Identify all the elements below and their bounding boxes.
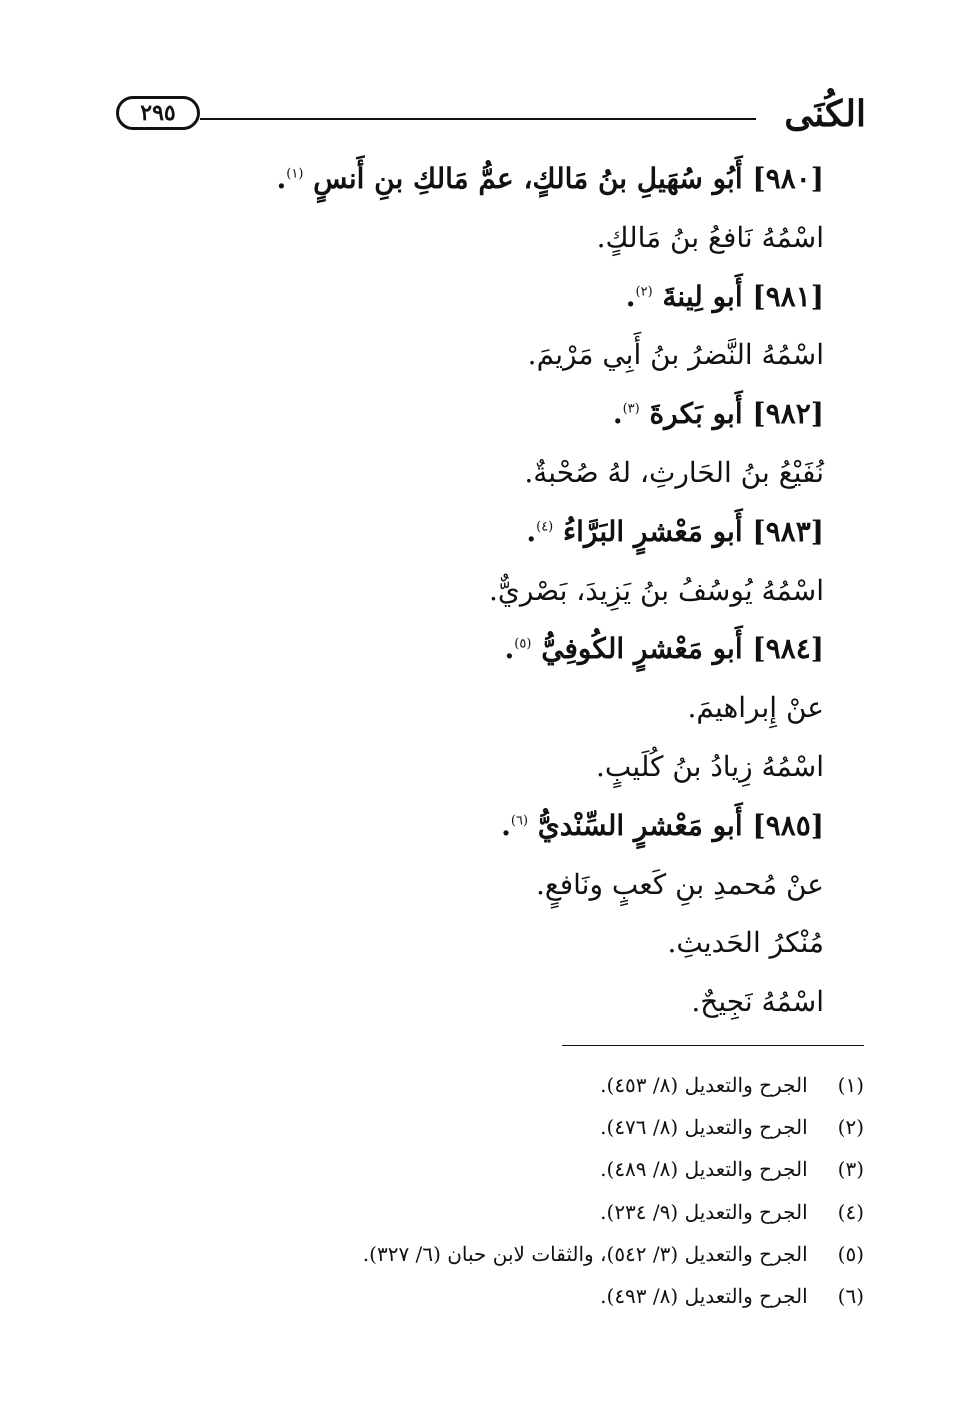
footnote-text: الجرح والتعديل (٨/ ٤٩٣).	[600, 1283, 808, 1308]
entry-line: اسْمُهُ النَّضرُ بنُ أَبِي مَرْيمَ.	[527, 338, 824, 372]
entry-heading: [٩٨١] أَبو لِينةَ $^{(٢)}$.	[625, 279, 824, 313]
entry-number-value: ٩٨٣	[765, 514, 811, 548]
entry-number: [٩٨١]	[742, 279, 824, 313]
footnote-ref: (٤)	[536, 519, 554, 535]
entry-title: أَبو مَعْشرٍ البَرَّاءُ	[563, 514, 743, 548]
footnote-text: الجرح والتعديل (٨/ ٤٥٣).	[600, 1073, 808, 1097]
entry-title: أَبو مَعْشرٍ الكُوفِيُّ	[541, 632, 743, 666]
header-rule	[200, 118, 756, 120]
footnote-number: (٦)	[837, 1283, 864, 1308]
footnote-text: الجرح والتعديل (٩/ ٢٣٤).	[600, 1199, 808, 1224]
footnote-item	[144, 1148, 864, 1190]
entry-heading: [٩٨٤] أَبو مَعْشرٍ الكُوفِيُّ $^{(٥)}$.	[504, 632, 824, 666]
entry-number: [٩٨٢]	[742, 397, 824, 431]
entries-list	[124, 150, 824, 1032]
footnote-item	[144, 1275, 864, 1317]
footnote-item	[144, 1106, 864, 1148]
entry-line: عنْ إِبراهيمَ.	[687, 691, 824, 725]
entry-heading: [٩٨٠] أَبُو سُهَيلِ بنُ مَالكٍ، عمُّ مَالكِ بنِ أَنسٍ $^{(١)}$.	[276, 162, 824, 195]
footnote-number: (٥)	[837, 1241, 864, 1266]
footnote-divider	[562, 1045, 864, 1046]
running-title: الكُنَى	[784, 93, 866, 135]
entry-number: [٩٨٠]	[742, 162, 824, 195]
entry-title: أَبُو سُهَيلِ بنُ مَالكٍ، عمُّ مَالكِ بنِ أَنسٍ	[313, 162, 743, 195]
entry-title: أَبو بَكرةَ	[649, 397, 743, 431]
page-number	[116, 96, 200, 130]
footnote-item	[144, 1064, 864, 1106]
footnote-item	[144, 1191, 864, 1233]
entry-line: عنْ مُحمدِ بنِ كَعبٍ ونَافعٍ.	[535, 867, 824, 901]
footnotes-list	[144, 1064, 864, 1317]
page-number-text: ٢٩٥	[140, 100, 176, 126]
entry-number-value: ٩٨٤	[765, 632, 811, 666]
footnote-ref: (٦)	[510, 813, 529, 829]
entry-number: [٩٨٥]	[742, 808, 824, 842]
entry-number-value: ٩٨٠	[765, 162, 811, 195]
page-header	[116, 92, 866, 142]
footnote-ref: (١)	[286, 166, 304, 182]
footnote-text: الجرح والتعديل (٣/ ٥٤٢)، والثقات لابن حبان (٦/ ٣٢٧).	[362, 1241, 808, 1266]
footnote-ref: (٥)	[514, 637, 532, 653]
footnote-text: الجرح والتعديل (٨/ ٤٨٩).	[600, 1157, 808, 1182]
entry-number-value: ٩٨١	[765, 279, 811, 313]
entry-line: مُنْكرُ الحَديثِ.	[667, 926, 824, 960]
entry-title: أَبو لِينةَ	[662, 279, 743, 313]
footnote-number: (٤)	[837, 1199, 864, 1224]
entry-heading: [٩٨٣] أَبو مَعْشرٍ البَرَّاءُ $^{(٤)}$.	[526, 514, 824, 548]
entry-number-value: ٩٨٢	[765, 397, 811, 431]
entry-number: [٩٨٣]	[742, 514, 824, 548]
entry-line: نُفَيْعُ بنُ الحَارثِ، لهُ صُحْبةٌ.	[524, 455, 824, 489]
entry-title: أَبو مَعْشرٍ السِّنْديُّ	[537, 808, 743, 842]
footnote-number: (٣)	[837, 1157, 864, 1182]
entry-heading: [٩٨٢] أَبو بَكرةَ $^{(٣)}$.	[612, 397, 824, 431]
entry-line: اسْمُهُ نَافعُ بنُ مَالكٍ.	[596, 220, 824, 254]
entry-line: اسْمُهُ يُوسُفُ بنُ يَزِيدَ، بَصْريٌّ.	[489, 573, 824, 607]
entry-heading: [٩٨٥] أَبو مَعْشرٍ السِّنْديُّ $^{(٦)}$.	[501, 808, 824, 842]
entry-line: اسْمُهُ زِيادُ بنُ كُلَيبٍ.	[595, 749, 824, 783]
footnote-ref: (٣)	[622, 401, 640, 417]
footnote-number: (١)	[837, 1073, 864, 1097]
entry-line: اسْمُهُ نَجِيحٌ.	[691, 985, 824, 1019]
footnote-number: (٢)	[837, 1115, 864, 1140]
footnote-ref: (٢)	[635, 284, 653, 300]
footnote-item	[144, 1233, 864, 1275]
entry-number: [٩٨٤]	[742, 632, 824, 666]
entry-number-value: ٩٨٥	[765, 808, 811, 842]
footnote-text: الجرح والتعديل (٨/ ٤٧٦).	[600, 1115, 808, 1140]
